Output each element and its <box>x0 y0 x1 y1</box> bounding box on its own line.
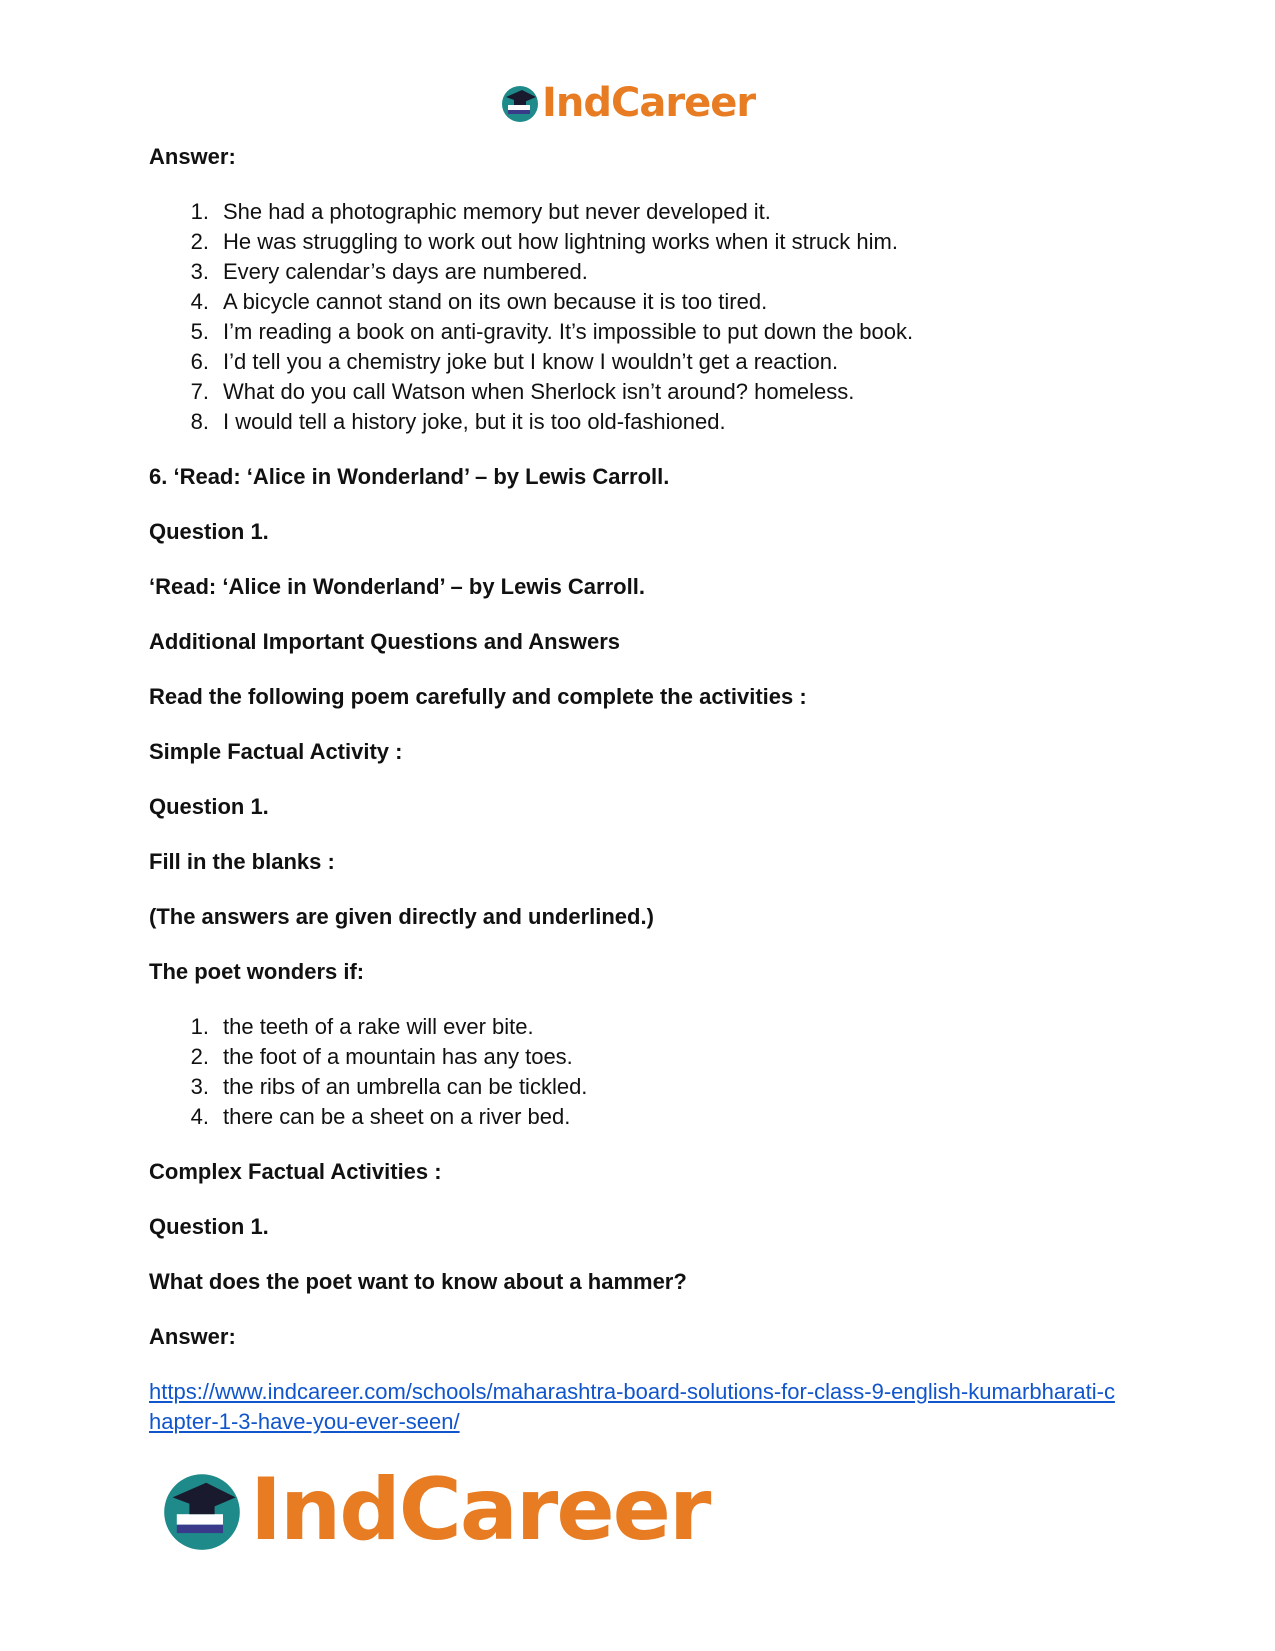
list-item-text: I’d tell you a chemistry joke but I know I wouldn’t get a reaction. <box>223 349 839 374</box>
list-item-number: 6. <box>190 349 209 374</box>
list-item <box>149 317 1149 347</box>
list-item-text: He was struggling to work out how lightning works when it struck him. <box>223 229 898 254</box>
logo-wordmark: IndCareer <box>542 80 756 126</box>
list-item-text: the foot of a mountain has any toes. <box>223 1044 573 1069</box>
list-item-text: She had a photographic memory but never developed it. <box>223 199 771 224</box>
list-item <box>149 257 1149 287</box>
paragraph: Answer: <box>149 1324 236 1349</box>
list-item-text: I’m reading a book on anti-gravity. It’s impossible to put down the book. <box>223 319 914 344</box>
list-item-number: 4. <box>190 1104 209 1129</box>
list-item-number: 2. <box>190 1044 209 1069</box>
list-item-number: 3. <box>190 1074 209 1099</box>
list-item-number: 4. <box>190 289 209 314</box>
source-link[interactable]: https://www.indcareer.com/schools/maharashtra-board-solutions-for-class-9-english-kumarbharati-chapter-1-3-have-you-ever-seen/ <box>149 1379 1115 1434</box>
paragraph: Complex Factual Activities : <box>149 1159 442 1184</box>
paragraph: 6. ‘Read: ‘Alice in Wonderland’ – by Lewis Carroll. <box>149 464 670 489</box>
paragraph: Simple Factual Activity : <box>149 739 403 764</box>
paragraph: Question 1. <box>149 794 269 819</box>
indcareer-logo-bottom <box>160 1460 709 1560</box>
list-item-text: Every calendar’s days are numbered. <box>223 259 588 284</box>
list-item <box>149 227 1149 257</box>
paragraph: Additional Important Questions and Answers <box>149 629 621 654</box>
paragraph: The poet wonders if: <box>149 959 365 984</box>
list-item <box>149 1072 1149 1102</box>
numbered-list <box>149 1012 1149 1132</box>
paragraph: Fill in the blanks : <box>149 849 335 874</box>
list-item <box>149 287 1149 317</box>
paragraph: Read the following poem carefully and complete the activities : <box>149 684 807 709</box>
list-item-text: What do you call Watson when Sherlock isn’t around? homeless. <box>223 379 855 404</box>
list-item <box>149 1042 1149 1072</box>
indcareer-logo-icon <box>160 1468 244 1552</box>
list-item-text: there can be a sheet on a river bed. <box>223 1104 571 1129</box>
list-item-number: 8. <box>190 409 209 434</box>
list-item <box>149 347 1149 377</box>
list-item-number: 5. <box>190 319 209 344</box>
list-item-number: 1. <box>190 1014 209 1039</box>
list-item-number: 1. <box>190 199 209 224</box>
paragraph: Question 1. <box>149 519 269 544</box>
paragraph: (The answers are given directly and underlined.) <box>149 904 654 929</box>
list-item-number: 2. <box>190 229 209 254</box>
list-item-text: A bicycle cannot stand on its own because it is too tired. <box>223 289 768 314</box>
list-item <box>149 377 1149 407</box>
indcareer-logo-top <box>500 78 755 128</box>
document-body <box>149 142 1149 1437</box>
paragraph: Answer: <box>149 144 236 169</box>
list-item <box>149 1012 1149 1042</box>
paragraph: What does the poet want to know about a hammer? <box>149 1269 687 1294</box>
list-item-text: the teeth of a rake will ever bite. <box>223 1014 534 1039</box>
indcareer-logo-icon <box>500 83 540 123</box>
paragraph: Question 1. <box>149 1214 269 1239</box>
paragraph: ‘Read: ‘Alice in Wonderland’ – by Lewis Carroll. <box>149 574 645 599</box>
list-item <box>149 407 1149 437</box>
list-item <box>149 197 1149 227</box>
list-item-number: 3. <box>190 259 209 284</box>
list-item <box>149 1102 1149 1132</box>
list-item-number: 7. <box>190 379 209 404</box>
list-item-text: the ribs of an umbrella can be tickled. <box>223 1074 588 1099</box>
list-item-text: I would tell a history joke, but it is too old-fashioned. <box>223 409 726 434</box>
logo-wordmark: IndCareer <box>250 1460 710 1560</box>
numbered-list <box>149 197 1149 437</box>
